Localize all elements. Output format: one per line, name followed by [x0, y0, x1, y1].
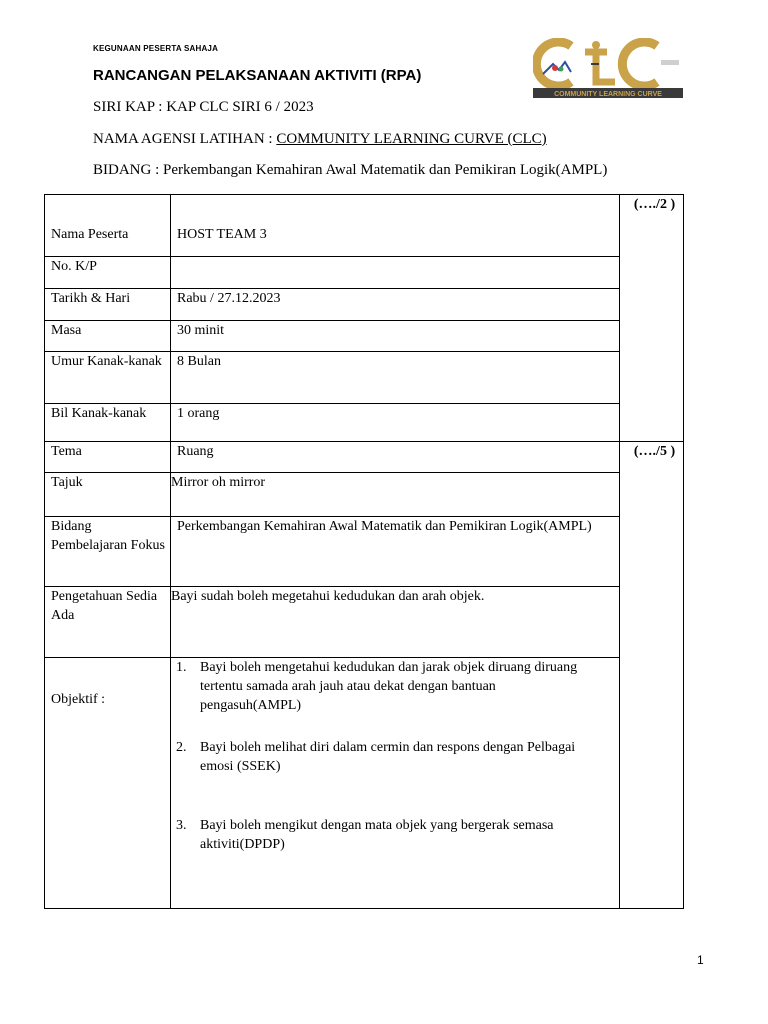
table-row	[45, 587, 684, 658]
table-row	[45, 352, 684, 404]
row-value: 8 Bulan	[171, 352, 620, 404]
table-row	[45, 658, 684, 909]
row-value: 30 minit	[171, 321, 620, 352]
agensi-label: NAMA AGENSI LATIHAN :	[93, 131, 277, 147]
page-number: 1	[697, 953, 704, 967]
row-label: Bil Kanak-kanak	[45, 404, 171, 442]
score-cell-1: (…./2 )	[620, 195, 684, 442]
table-row	[45, 321, 684, 352]
row-value: 1 orang	[171, 404, 620, 442]
list-text: Bayi boleh mengetahui kedudukan dan jarak objek diruang diruang tertentu samada arah jauh atau dekat dengan bantuan pengasuh(AMPL)	[200, 660, 578, 713]
page-title: RANCANGAN PELAKSANAAN AKTIVITI (RPA)	[93, 67, 422, 84]
table-row	[45, 442, 684, 473]
agensi-line	[93, 131, 547, 148]
list-item	[176, 816, 619, 854]
list-item	[176, 738, 619, 776]
row-value: Ruang	[171, 442, 620, 473]
row-label: Masa	[45, 321, 171, 352]
logo-banner-text: COMMUNITY LEARNING CURVE	[554, 91, 662, 98]
row-label: Nama Peserta	[45, 195, 171, 257]
list-number: 2.	[176, 740, 187, 755]
row-label: Pengetahuan Sedia Ada	[45, 587, 171, 658]
usage-note: KEGUNAAN PESERTA SAHAJA	[93, 44, 219, 53]
rpa-table	[44, 194, 684, 909]
row-value: Mirror oh mirror	[171, 473, 620, 517]
table-row	[45, 404, 684, 442]
table-row	[45, 517, 684, 587]
list-item	[176, 658, 619, 715]
bidang-line: BIDANG : Perkembangan Kemahiran Awal Matematik dan Pemikiran Logik(AMPL)	[93, 162, 608, 178]
row-label: Tema	[45, 442, 171, 473]
list-text: Bayi boleh melihat diri dalam cermin dan respons dengan Pelbagai emosi (SSEK)	[200, 740, 576, 774]
list-number: 1.	[176, 660, 187, 675]
table-row	[45, 257, 684, 289]
row-label: No. K/P	[45, 257, 171, 289]
row-value: Bayi sudah boleh megetahui kedudukan dan arah objek.	[171, 587, 620, 658]
clc-logo-graphic	[533, 38, 683, 100]
table-row	[45, 473, 684, 517]
agensi-value: COMMUNITY LEARNING CURVE (CLC)	[276, 131, 547, 147]
row-label: Bidang Pembelajaran Fokus	[45, 517, 171, 587]
objektif-label: Objektif :	[45, 658, 171, 909]
row-value: Perkembangan Kemahiran Awal Matematik dan Pemikiran Logik(AMPL)	[171, 517, 620, 587]
row-value: HOST TEAM 3	[171, 195, 620, 257]
list-number: 3.	[176, 818, 187, 833]
row-label: Tajuk	[45, 473, 171, 517]
row-value: Rabu / 27.12.2023	[171, 289, 620, 321]
row-label: Tarikh & Hari	[45, 289, 171, 321]
objektif-cell	[171, 658, 620, 909]
clc-logo	[533, 38, 683, 100]
row-label: Umur Kanak-kanak	[45, 352, 171, 404]
list-text: Bayi boleh mengikut dengan mata objek yang bergerak semasa aktiviti(DPDP)	[200, 818, 554, 852]
siri-kap: SIRI KAP : KAP CLC SIRI 6 / 2023	[93, 99, 314, 115]
row-value	[171, 257, 620, 289]
objektif-list	[176, 658, 619, 854]
table-row	[45, 195, 684, 257]
table-row	[45, 289, 684, 321]
score-cell-2: (…./5 )	[620, 442, 684, 909]
